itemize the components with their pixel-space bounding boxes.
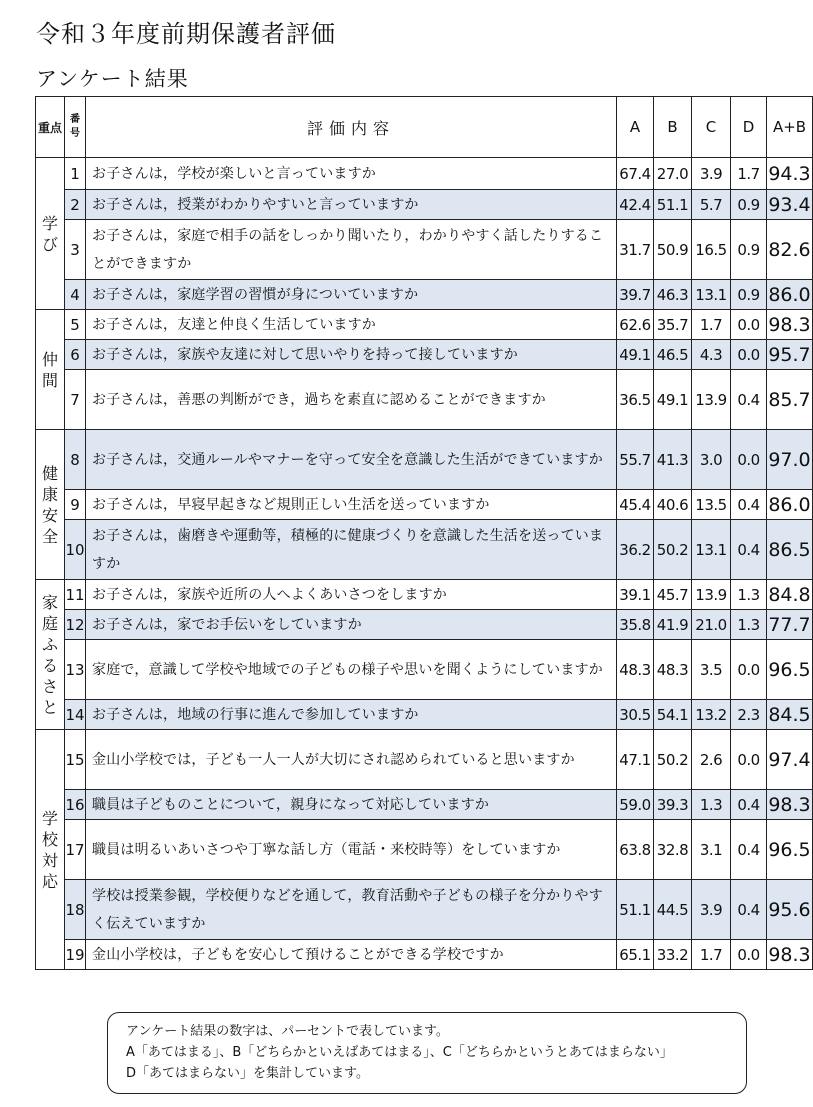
question-text: 金山小学校は，子どもを安心して預けることができる学校ですか [86,940,617,970]
value-b: 41.9 [654,610,692,640]
survey-table [35,96,813,970]
value-ab: 84.5 [767,700,813,730]
table-header-row [36,97,813,158]
value-c: 13.1 [692,280,731,310]
category-katei: 家庭ふるさと [36,580,65,730]
value-ab: 86.5 [767,520,813,580]
header-juten: 重点 [36,97,65,158]
value-d: 0.4 [731,490,767,520]
value-ab: 96.5 [767,820,813,880]
question-text: お子さんは，友達と仲良く生活していますか [86,310,617,340]
value-c: 13.5 [692,490,731,520]
value-d: 0.0 [731,430,767,490]
question-text: お子さんは，早寝早起きなど規則正しい生活を送っていますか [86,490,617,520]
value-b: 54.1 [654,700,692,730]
table-row [36,490,813,520]
value-a: 65.1 [617,940,654,970]
value-a: 63.8 [617,820,654,880]
table-row [36,158,813,190]
table-row [36,940,813,970]
header-c: C [692,97,731,158]
note-line-3: D「あてはまらない」を集計しています。 [126,1066,369,1081]
header-b: B [654,97,692,158]
row-number: 17 [65,820,86,880]
value-b: 39.3 [654,790,692,820]
value-d: 0.4 [731,820,767,880]
value-ab: 82.6 [767,220,813,280]
question-text: お子さんは，地域の行事に進んで参加していますか [86,700,617,730]
row-number: 12 [65,610,86,640]
value-a: 55.7 [617,430,654,490]
value-b: 46.3 [654,280,692,310]
table-row [36,790,813,820]
value-a: 47.1 [617,730,654,790]
value-d: 0.0 [731,940,767,970]
value-b: 44.5 [654,880,692,940]
row-number: 16 [65,790,86,820]
value-b: 41.3 [654,430,692,490]
page-subtitle: アンケート結果 [36,67,189,91]
value-ab: 98.3 [767,940,813,970]
value-c: 3.9 [692,158,731,190]
value-b: 49.1 [654,370,692,430]
value-ab: 77.7 [767,610,813,640]
value-c: 13.1 [692,520,731,580]
value-d: 0.9 [731,220,767,280]
value-b: 35.7 [654,310,692,340]
row-number: 5 [65,310,86,340]
question-text: お子さんは，歯磨きや運動等，積極的に健康づくりを意識した生活を送っていますか [86,520,617,580]
value-c: 4.3 [692,340,731,370]
value-c: 1.7 [692,940,731,970]
row-number: 3 [65,220,86,280]
table-row [36,310,813,340]
value-a: 39.1 [617,580,654,610]
value-a: 59.0 [617,790,654,820]
table-row [36,430,813,490]
value-b: 50.2 [654,520,692,580]
note-box [107,1012,747,1094]
table-row [36,580,813,610]
value-a: 36.2 [617,520,654,580]
question-text: お子さんは，善悪の判断ができ，過ちを素直に認めることができますか [86,370,617,430]
header-d: D [731,97,767,158]
value-ab: 86.0 [767,280,813,310]
value-a: 67.4 [617,158,654,190]
value-d: 0.9 [731,190,767,220]
row-number: 8 [65,430,86,490]
question-text: 職員は明るいあいさつや丁寧な話し方（電話・来校時等）をしていますか [86,820,617,880]
value-ab: 97.0 [767,430,813,490]
value-b: 48.3 [654,640,692,700]
value-b: 40.6 [654,490,692,520]
value-d: 1.7 [731,158,767,190]
value-c: 13.9 [692,580,731,610]
question-text: お子さんは，授業がわかりやすいと言っていますか [86,190,617,220]
value-d: 1.3 [731,610,767,640]
value-b: 50.2 [654,730,692,790]
row-number: 6 [65,340,86,370]
row-number: 2 [65,190,86,220]
question-text: お子さんは，家庭学習の習慣が身についていますか [86,280,617,310]
table-row [36,880,813,940]
row-number: 4 [65,280,86,310]
value-ab: 84.8 [767,580,813,610]
value-b: 27.0 [654,158,692,190]
value-a: 31.7 [617,220,654,280]
value-a: 62.6 [617,310,654,340]
value-c: 3.5 [692,640,731,700]
category-kenko: 健康安全 [36,430,65,580]
row-number: 11 [65,580,86,610]
category-gakko: 学校対応 [36,730,65,970]
value-c: 13.9 [692,370,731,430]
value-ab: 86.0 [767,490,813,520]
header-a: A [617,97,654,158]
value-d: 1.3 [731,580,767,610]
value-ab: 98.3 [767,310,813,340]
table-row [36,610,813,640]
value-ab: 95.6 [767,880,813,940]
row-number: 15 [65,730,86,790]
row-number: 19 [65,940,86,970]
question-text: お子さんは，学校が楽しいと言っていますか [86,158,617,190]
question-text: お子さんは，家族や近所の人へよくあいさつをしますか [86,580,617,610]
question-text: 金山小学校では，子ども一人一人が大切にされ認められていると思いますか [86,730,617,790]
value-c: 2.6 [692,730,731,790]
value-c: 13.2 [692,700,731,730]
value-a: 48.3 [617,640,654,700]
table-row [36,220,813,280]
value-d: 0.0 [731,640,767,700]
value-b: 45.7 [654,580,692,610]
value-ab: 93.4 [767,190,813,220]
question-text: お子さんは，交通ルールやマナーを守って安全を意識した生活ができていますか [86,430,617,490]
value-a: 49.1 [617,340,654,370]
value-ab: 98.3 [767,790,813,820]
table-row [36,340,813,370]
value-d: 0.0 [731,310,767,340]
table-row [36,370,813,430]
value-c: 1.3 [692,790,731,820]
row-number: 1 [65,158,86,190]
value-d: 2.3 [731,700,767,730]
value-ab: 96.5 [767,640,813,700]
question-text: 家庭で，意識して学校や地域での子どもの様子や思いを聞くようにしていますか [86,640,617,700]
value-d: 0.0 [731,340,767,370]
row-number: 10 [65,520,86,580]
table-row [36,520,813,580]
value-a: 45.4 [617,490,654,520]
question-text: お子さんは，家でお手伝いをしていますか [86,610,617,640]
value-a: 42.4 [617,190,654,220]
value-d: 0.4 [731,520,767,580]
row-number: 18 [65,880,86,940]
row-number: 9 [65,490,86,520]
header-naiyo: 評価内容 [86,97,617,158]
table-row [36,640,813,700]
value-ab: 95.7 [767,340,813,370]
value-a: 30.5 [617,700,654,730]
value-a: 51.1 [617,880,654,940]
value-b: 46.5 [654,340,692,370]
note-line-2: A「あてはまる」、B「どちらかといえばあてはまる」、C「どちらかというとあてはまらない」 [126,1045,673,1060]
value-b: 50.9 [654,220,692,280]
value-d: 0.4 [731,880,767,940]
question-text: 学校は授業参観，学校便りなどを通して，教育活動や子どもの様子を分かりやすく伝えていますか [86,880,617,940]
row-number: 7 [65,370,86,430]
value-ab: 97.4 [767,730,813,790]
value-d: 0.9 [731,280,767,310]
value-c: 5.7 [692,190,731,220]
value-c: 3.1 [692,820,731,880]
row-number: 14 [65,700,86,730]
row-number: 13 [65,640,86,700]
value-d: 0.4 [731,370,767,430]
value-ab: 85.7 [767,370,813,430]
value-a: 35.8 [617,610,654,640]
table-row [36,700,813,730]
value-b: 33.2 [654,940,692,970]
value-b: 32.8 [654,820,692,880]
note-line-1: アンケート結果の数字は、パーセントで表しています。 [126,1024,449,1039]
value-c: 16.5 [692,220,731,280]
value-ab: 94.3 [767,158,813,190]
table-row [36,280,813,310]
value-a: 39.7 [617,280,654,310]
value-c: 3.0 [692,430,731,490]
header-ab: A+B [767,97,813,158]
value-c: 1.7 [692,310,731,340]
value-d: 0.0 [731,730,767,790]
table-row [36,730,813,790]
category-manabi: 学び [36,158,65,310]
value-c: 21.0 [692,610,731,640]
table-row [36,190,813,220]
question-text: お子さんは，家族や友達に対して思いやりを持って接していますか [86,340,617,370]
value-b: 51.1 [654,190,692,220]
value-d: 0.4 [731,790,767,820]
question-text: お子さんは，家庭で相手の話をしっかり聞いたり，わかりやすく話したりすることができますか [86,220,617,280]
value-c: 3.9 [692,880,731,940]
question-text: 職員は子どものことについて，親身になって対応していますか [86,790,617,820]
category-nakama: 仲間 [36,310,65,430]
value-a: 36.5 [617,370,654,430]
page-title: 令和３年度前期保護者評価 [36,20,336,48]
header-bango: 番号 [65,97,86,158]
table-row [36,820,813,880]
